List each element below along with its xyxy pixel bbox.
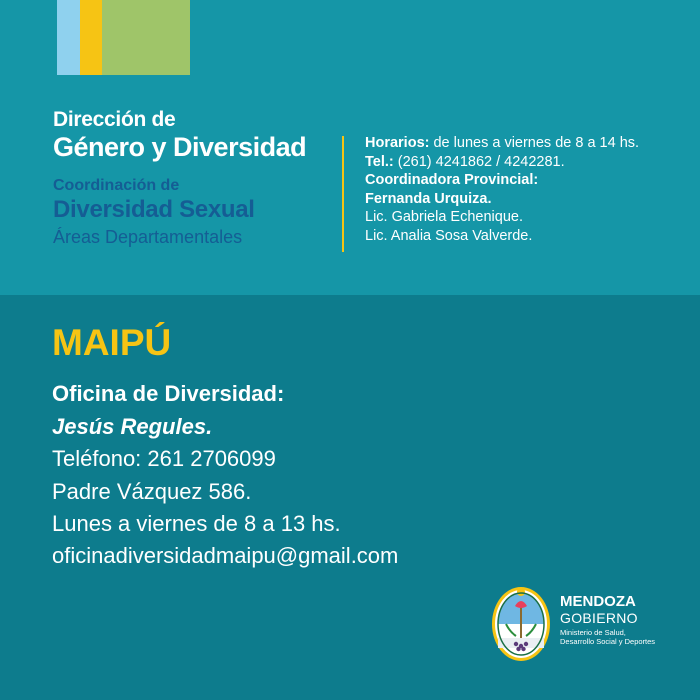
coordinadora-label: Coordinadora Provincial:: [365, 172, 539, 188]
brand-line4: Desarrollo Social y Deportes: [560, 637, 656, 646]
coordinacion-line2: Diversidad Sexual: [53, 196, 255, 223]
info-block: [365, 134, 639, 245]
office-email: oficinadiversidadmaipu@gmail.com: [52, 543, 399, 568]
office-contact-name: Jesús Regules.: [52, 414, 213, 439]
coordinadora-name: Fernanda Urquiza.: [365, 190, 492, 207]
office-phone: Teléfono: 261 2706099: [52, 446, 276, 471]
brand-line2: GOBIERNO: [560, 610, 638, 626]
yellow-divider: [342, 136, 344, 252]
brand-block: [560, 594, 655, 646]
tel-label: Tel.:: [365, 153, 394, 170]
office-title: Oficina de Diversidad:: [52, 381, 285, 406]
mendoza-coat-of-arms-icon: [490, 582, 552, 662]
office-address: Padre Vázquez 586.: [52, 479, 252, 504]
stripe-lightblue: [57, 0, 80, 75]
tel-row: [365, 153, 639, 172]
brand-line3: Ministerio de Salud,: [560, 628, 626, 637]
stripe-yellow: [80, 0, 102, 75]
staff-1: Lic. Gabriela Echenique.: [365, 209, 523, 225]
office-hours: Lunes a viernes de 8 a 13 hs.: [52, 511, 341, 536]
tel-value: (261) 4241862 / 4242281.: [393, 153, 565, 170]
coordinacion-line1: Coordinación de: [53, 177, 180, 194]
coordinacion-line3: Áreas Departamentales: [53, 227, 243, 247]
direccion-title-line1: Dirección de: [53, 108, 176, 131]
department-title: MAIPÚ: [52, 322, 172, 363]
brand-line1: MENDOZA: [560, 593, 636, 610]
staff-2: Lic. Analia Sosa Valverde.: [365, 227, 533, 244]
horarios-label: Horarios:: [365, 135, 430, 151]
direccion-title-line2: Género y Diversidad: [53, 132, 307, 162]
horarios-value: de lunes a viernes de 8 a 14 hs.: [429, 135, 640, 151]
stripe-green: [102, 0, 190, 75]
horarios-row: [365, 134, 639, 153]
